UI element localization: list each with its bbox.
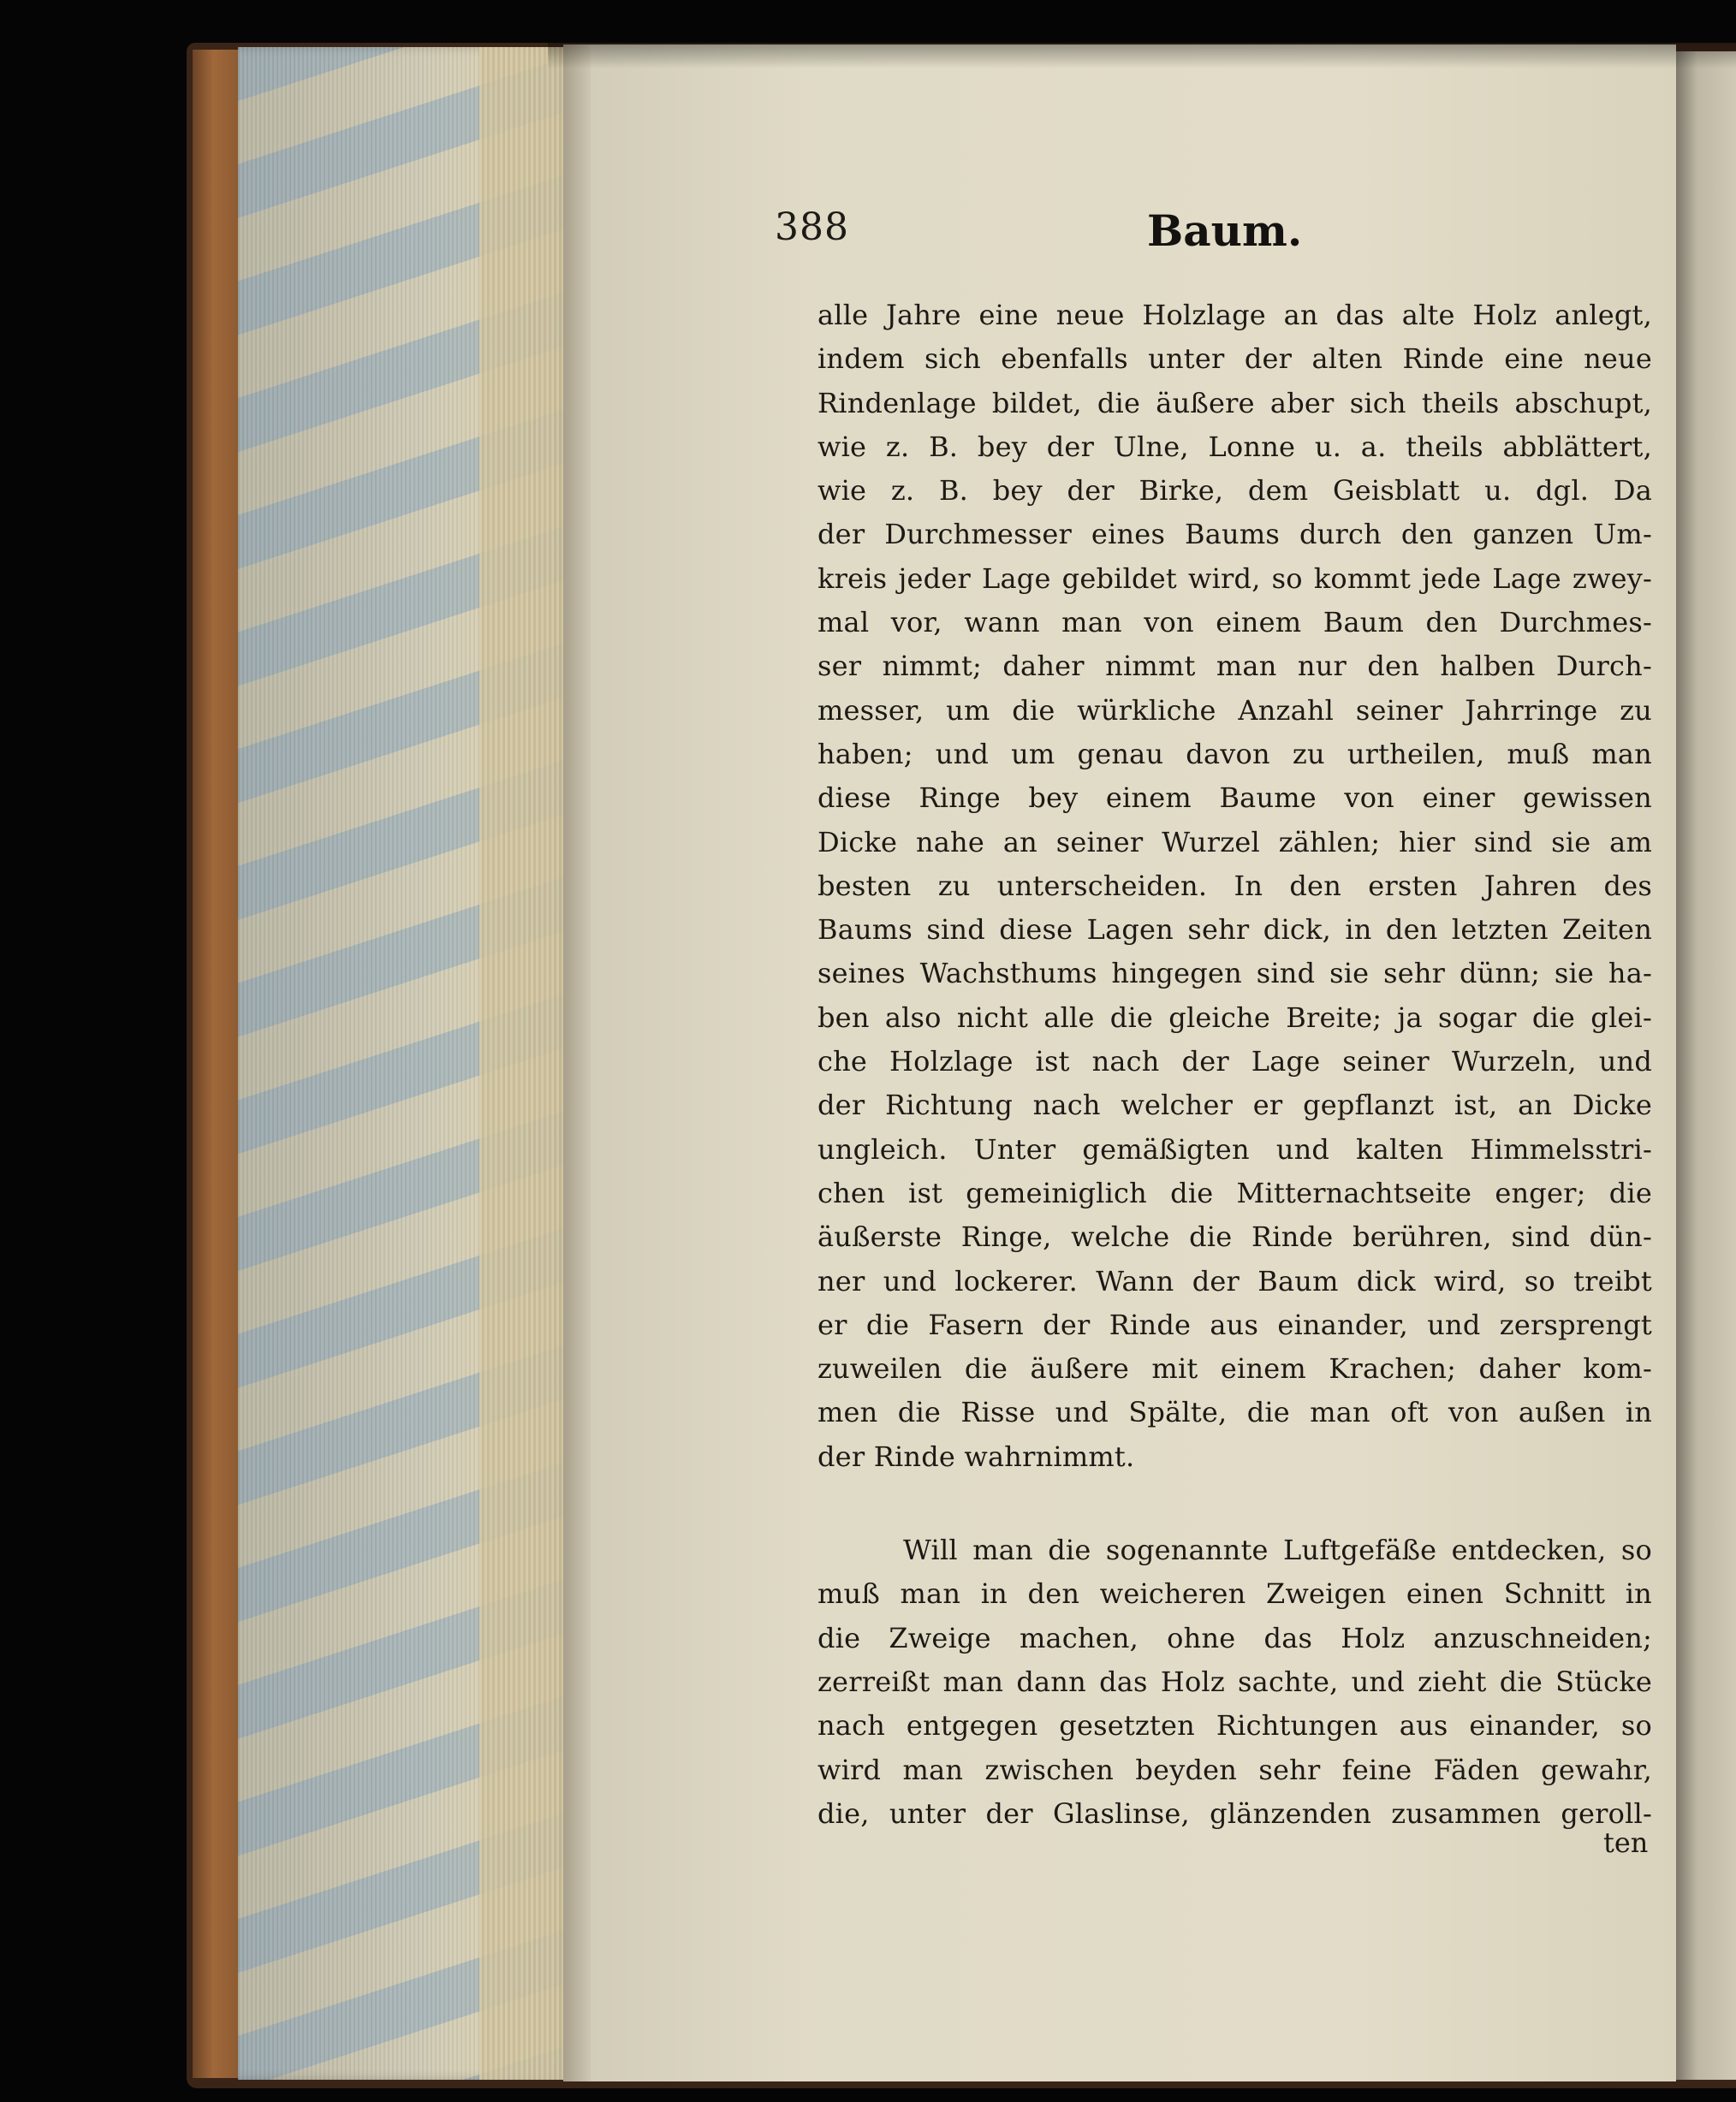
- text-line: mal vor, wann man von einem Baum den Durchmes-: [817, 606, 1652, 639]
- page-title: Baum.: [1147, 205, 1303, 256]
- page-number: 388: [775, 205, 849, 249]
- text-line: die, unter der Glaslinse, glänzenden zusammen geroll-: [817, 1796, 1652, 1830]
- text-line: zerreißt man dann das Holz sachte, und zieht die Stücke: [817, 1665, 1652, 1698]
- paragraph-2: [817, 1529, 1652, 1836]
- text-line: che Holzlage ist nach der Lage seiner Wurzeln, und: [817, 1045, 1652, 1078]
- text-line: der Durchmesser eines Baums durch den ganzen Um-: [817, 518, 1652, 551]
- paragraph-gap: [817, 1479, 1652, 1529]
- text-line: ungleich. Unter gemäßigten und kalten Himmelsstri-: [817, 1132, 1652, 1166]
- text-line: besten zu unterscheiden. In den ersten Jahren des: [817, 869, 1652, 902]
- cover-spine-edge: [193, 50, 244, 2078]
- running-head: [775, 205, 1314, 274]
- page-edges-inner: [479, 47, 565, 2080]
- text-line: zuweilen die äußere mit einem Krachen; daher kom-: [817, 1352, 1652, 1386]
- text-line: chen ist gemeiniglich die Mitternachtseite enger; die: [817, 1176, 1652, 1209]
- text-line: muß man in den weicheren Zweigen einen Schnitt in: [817, 1577, 1652, 1611]
- text-line: kreis jeder Lage gebildet wird, so kommt jede Lage zwey-: [817, 561, 1652, 595]
- text-line: haben; und um genau davon zu urtheilen, muß man: [817, 737, 1652, 770]
- text-line: Baums sind diese Lagen sehr dick, in den letzten Zeiten: [817, 913, 1652, 947]
- text-line: ser nimmt; daher nimmt man nur den halben Durch-: [817, 650, 1652, 683]
- text-line: Dicke nahe an seiner Wurzel zählen; hier sind sie am: [817, 825, 1652, 858]
- text-block: [817, 294, 1652, 1836]
- catchword: ten: [1603, 1826, 1649, 1859]
- text-line: seines Wachsthums hingegen sind sie sehr dünn; sie ha-: [817, 957, 1652, 990]
- text-line: äußerste Ringe, welche die Rinde berühren, sind dün-: [817, 1220, 1652, 1254]
- text-line: der Rinde wahrnimmt.: [817, 1440, 1135, 1473]
- text-line: nach entgegen gesetzten Richtungen aus einander, so: [817, 1709, 1652, 1743]
- text-line: alle Jahre eine neue Holzlage an das alte Holz anlegt,: [817, 299, 1652, 331]
- text-line: der Richtung nach welcher er gepflanzt ist, an Dicke: [817, 1089, 1652, 1122]
- facing-page-edge: [1676, 51, 1736, 2080]
- text-line: ben also nicht alle die gleiche Breite; ja sogar die glei-: [817, 1001, 1652, 1034]
- text-line: wie z. B. bey der Ulne, Lonne u. a. theils abblättert,: [817, 430, 1652, 463]
- text-line: messer, um die würkliche Anzahl seiner Jahrringe zu: [817, 693, 1652, 727]
- text-line: indem sich ebenfalls unter der alten Rinde eine neue: [817, 342, 1652, 376]
- text-line: die Zweige machen, ohne das Holz anzuschneiden;: [817, 1621, 1652, 1654]
- text-line: wie z. B. bey der Birke, dem Geisblatt u. dgl. Da: [817, 474, 1652, 508]
- text-line: wird man zwischen beyden sehr feine Fäden gewahr,: [817, 1753, 1652, 1786]
- text-line: Will man die sogenannte Luftgefäße entdecken, so: [903, 1534, 1652, 1567]
- top-shadow: [548, 43, 1736, 68]
- paragraph-1: [817, 294, 1652, 1479]
- text-line: ner und lockerer. Wann der Baum dick wird, so treibt: [817, 1264, 1652, 1297]
- text-line: Rindenlage bildet, die äußere aber sich theils abschupt,: [817, 386, 1652, 419]
- text-line: men die Risse und Spälte, die man oft von außen in: [817, 1396, 1652, 1429]
- text-line: er die Fasern der Rinde aus einander, und zersprengt: [817, 1308, 1652, 1341]
- text-line: diese Ringe bey einem Baume von einer gewissen: [817, 781, 1652, 815]
